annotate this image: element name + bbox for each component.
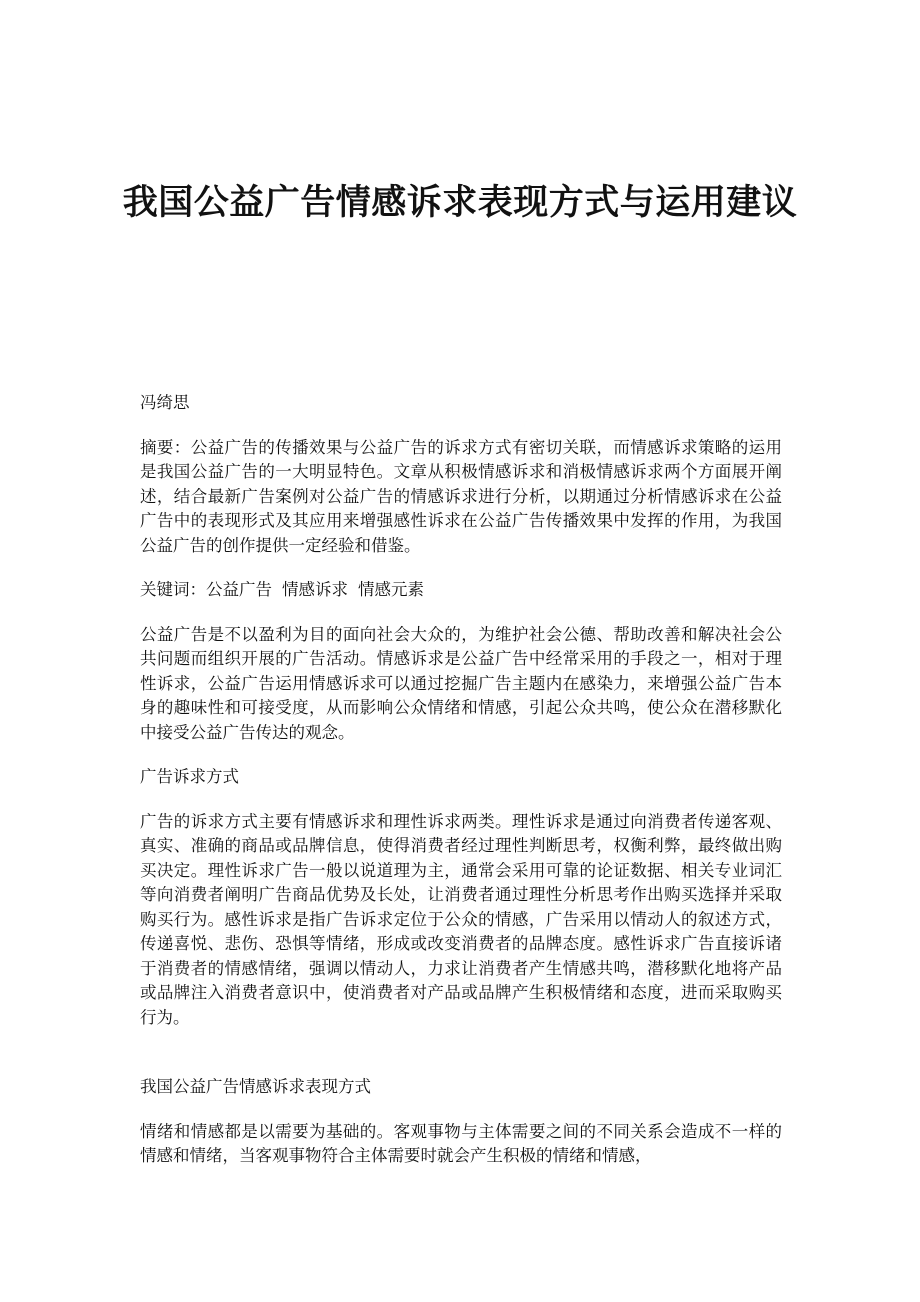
keyword-item: 公益广告 bbox=[206, 580, 272, 599]
section-paragraph: 广告的诉求方式主要有情感诉求和理性诉求两类。理性诉求是通过向消费者传递客观、真实、准确的商品或品牌信息，使得消费者经过理性判断思考，权衡利弊，最终做出购买决定。理性诉求广告一般以说道理为主，通常会采用可靠的论证数据、相关专业词汇等向消费者阐明广告商品优势及长处，让消费者通过理性分析思考作出购买选择并采取购买行为。感性诉求是指广告诉求定位于公众的情感，广告采用以情动人的叙述方式，传递喜悦、悲伤、恐惧等情绪，形成或改变消费者的品牌态度。感性诉求广告直接诉诸于消费者的情感情绪，强调以情动人，力求让消费者产生情感共鸣，潜移默化地将产品或品牌注入消费者意识中，使消费者对产品或品牌产生积极情绪和态度，进而采取购买行为。 bbox=[140, 811, 782, 1027]
keyword-item: 情感诉求 bbox=[282, 580, 348, 599]
intro-paragraph: 公益广告是不以盈利为目的面向社会大众的，为维护社会公德、帮助改善和解决社会公共问题而组织开展的广告活动。情感诉求是公益广告中经常采用的手段之一，相对于理性诉求，公益广告运用情感诉求可以通过挖掘广告主题内在感染力，来增强公益广告本身的趣味性和可接受度，从而影响公众情绪和情感，引起公众共鸣，使公众在潜移默化中接受公益广告传达的观念。 bbox=[140, 624, 782, 742]
document-body bbox=[140, 391, 782, 1189]
author-name: 冯绮思 bbox=[140, 393, 190, 412]
keywords-label: 关键词： bbox=[140, 580, 206, 599]
section-heading: 广告诉求方式 bbox=[140, 767, 239, 786]
section-heading: 我国公益广告情感诉求表现方式 bbox=[140, 1077, 371, 1096]
abstract-paragraph: 摘要：公益广告的传播效果与公益广告的诉求方式有密切关联，而情感诉求策略的运用是我国公益广告的一大明显特色。文章从积极情感诉求和消极情感诉求两个方面展开阐述，结合最新广告案例对公益广告的情感诉求进行分析，以期通过分析情感诉求在公益广告中的表现形式及其应用来增强感性诉求在公益广告传播效果中发挥的作用，为我国公益广告的创作提供一定经验和借鉴。 bbox=[140, 437, 782, 555]
keyword-item: 情感元素 bbox=[358, 580, 424, 599]
keywords-line bbox=[140, 578, 782, 603]
document-title: 我国公益广告情感诉求表现方式与运用建议 bbox=[122, 183, 798, 223]
section-paragraph: 情绪和情感都是以需要为基础的。客观事物与主体需要之间的不同关系会造成不一样的情感和情绪，当客观事物符合主体需要时就会产生积极的情绪和情感， bbox=[140, 1121, 782, 1165]
